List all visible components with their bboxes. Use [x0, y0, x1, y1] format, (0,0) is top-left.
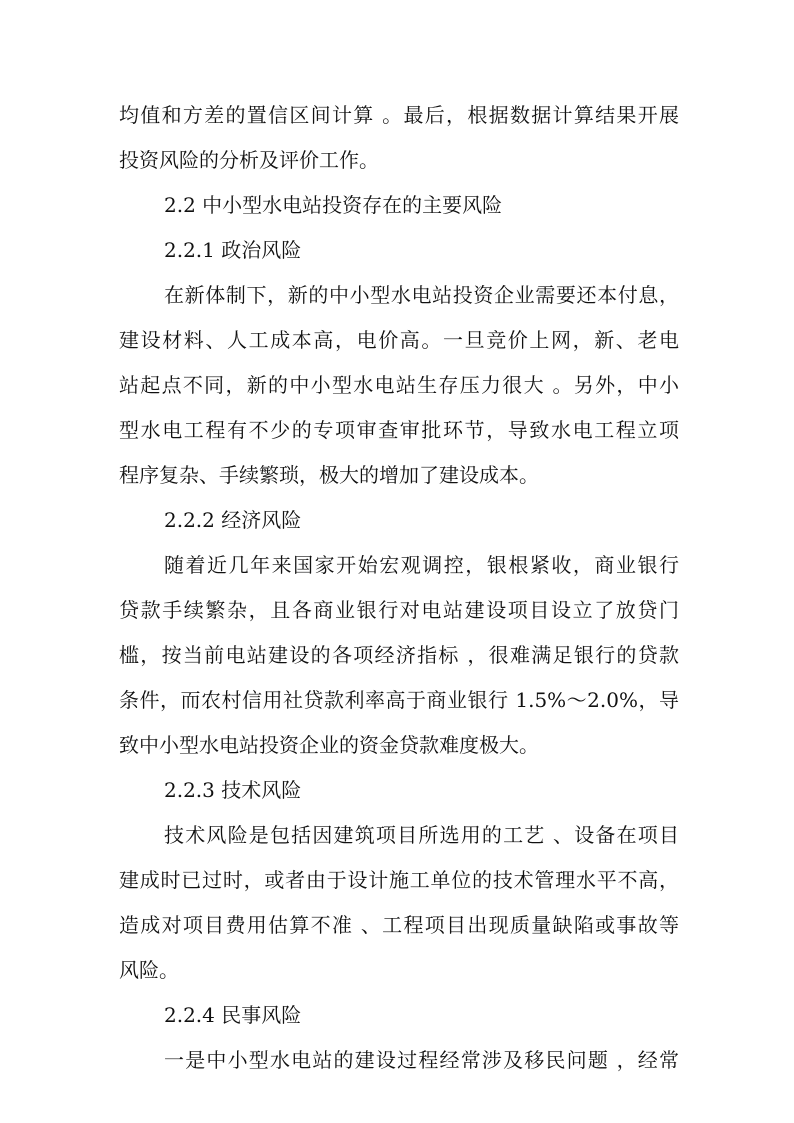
text-line: 均值和方差的置信区间计算 。最后，根据数据计算结果开展	[119, 103, 679, 127]
text-line: 槛，按当前电站建设的各项经济指标 ，很难满足银行的贷款	[119, 643, 679, 667]
text-line: 致中小型水电站投资企业的资金贷款难度极大。	[119, 733, 539, 757]
text-line: 程序复杂、手续繁琐，极大的增加了建设成本。	[119, 463, 539, 487]
text-line: 站起点不同，新的中小型水电站生存压力很大 。另外，中小	[119, 373, 679, 397]
text-line: 建设材料、人工成本高，电价高。一旦竞价上网，新、老电	[119, 328, 679, 352]
section-heading: 2.2 中小型水电站投资存在的主要风险	[164, 193, 503, 217]
section-heading: 2.2.1 政治风险	[164, 238, 302, 262]
text-line: 建成时已过时，或者由于设计施工单位的技术管理水平不高，	[119, 868, 679, 892]
text-line: 一是中小型水电站的建设过程经常涉及移民问题 ，经常	[164, 1048, 679, 1072]
text-line: 条件，而农村信用社贷款利率高于商业银行 1.5%～2.0%，导	[119, 688, 679, 712]
text-line: 技术风险是包括因建筑项目所选用的工艺 、设备在项目	[164, 823, 679, 847]
text-line: 型水电工程有不少的专项审查审批环节，导致水电工程立项	[119, 418, 679, 442]
text-line: 随着近几年来国家开始宏观调控，银根紧收，商业银行	[164, 553, 679, 577]
text-line: 贷款手续繁杂，且各商业银行对电站建设项目设立了放贷门	[119, 598, 679, 622]
section-heading: 2.2.3 技术风险	[164, 778, 302, 802]
text-line: 在新体制下，新的中小型水电站投资企业需要还本付息，	[164, 283, 679, 307]
text-line: 风险。	[119, 958, 179, 982]
text-line: 造成对项目费用估算不准 、工程项目出现质量缺陷或事故等	[119, 913, 679, 937]
section-heading: 2.2.2 经济风险	[164, 508, 302, 532]
section-heading: 2.2.4 民事风险	[164, 1003, 302, 1027]
text-line: 投资风险的分析及评价工作。	[119, 148, 379, 172]
